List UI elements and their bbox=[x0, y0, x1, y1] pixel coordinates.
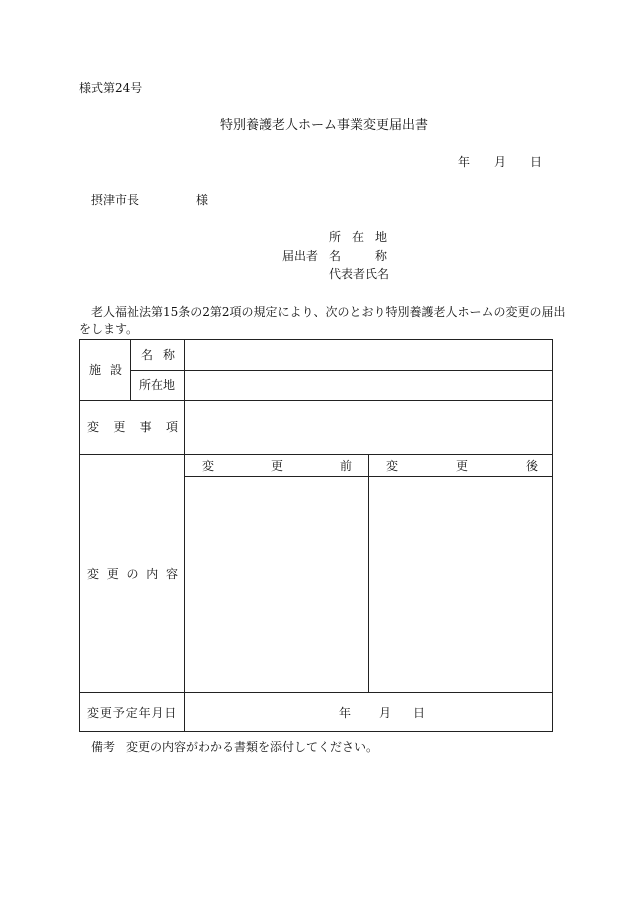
change-item-label: 変 更 事 項 bbox=[87, 420, 178, 434]
after-change-field[interactable] bbox=[370, 478, 552, 691]
facility-address-label: 所在地 bbox=[139, 378, 176, 392]
change-item-field[interactable] bbox=[186, 402, 552, 453]
body-text-line2: をします。 bbox=[79, 322, 139, 336]
change-content-label: 変 更 の 内 容 bbox=[87, 567, 178, 581]
addressee-mayor: 摂津市長 bbox=[91, 193, 140, 207]
document-title: 特別養護老人ホーム事業変更届出書 bbox=[220, 118, 429, 133]
notifier-address-label: 所 在 地 bbox=[329, 230, 387, 244]
scheduled-date-field[interactable] bbox=[186, 694, 552, 730]
date-year: 年 bbox=[458, 155, 471, 169]
scheduled-date-month: 月 bbox=[379, 706, 392, 720]
row-divider-facility-address bbox=[130, 370, 553, 371]
date-month: 月 bbox=[494, 155, 507, 169]
remarks-text: 変更の内容がわかる書類を添付してください。 bbox=[126, 740, 379, 754]
change-form-table bbox=[79, 339, 553, 732]
notifier-representative-label: 代表者氏名 bbox=[329, 267, 390, 281]
date-line bbox=[0, 155, 630, 169]
notifier-name-label: 名 称 bbox=[329, 249, 387, 263]
date-day: 日 bbox=[530, 155, 543, 169]
row-divider-scheduled-date bbox=[80, 692, 553, 693]
scheduled-date-day: 日 bbox=[413, 706, 426, 720]
col-divider-facility bbox=[130, 340, 131, 400]
col-divider-before-after bbox=[368, 454, 369, 692]
col-divider-labels bbox=[184, 340, 185, 731]
before-change-header: 変 更 前 bbox=[202, 459, 352, 473]
row-divider-change-content bbox=[80, 454, 553, 455]
facility-address-field[interactable] bbox=[186, 372, 552, 399]
addressee-honorific: 様 bbox=[196, 193, 209, 207]
row-divider-change-item bbox=[80, 400, 553, 401]
after-change-header: 変 更 後 bbox=[386, 459, 538, 473]
scheduled-date-label: 変更予定年月日 bbox=[87, 706, 178, 720]
form-number: 様式第24号 bbox=[79, 81, 143, 95]
remarks-label: 備考 bbox=[91, 740, 116, 754]
facility-name-field[interactable] bbox=[186, 342, 552, 369]
facility-label: 施 設 bbox=[89, 363, 122, 377]
scheduled-date-year: 年 bbox=[339, 706, 352, 720]
before-change-field[interactable] bbox=[186, 478, 367, 691]
body-text-line1: 老人福祉法第15条の2第2項の規定により、次のとおり特別養護老人ホームの変更の届出 bbox=[91, 305, 566, 319]
notifier-label: 届出者 bbox=[282, 249, 319, 263]
facility-name-label: 名 称 bbox=[141, 348, 175, 362]
